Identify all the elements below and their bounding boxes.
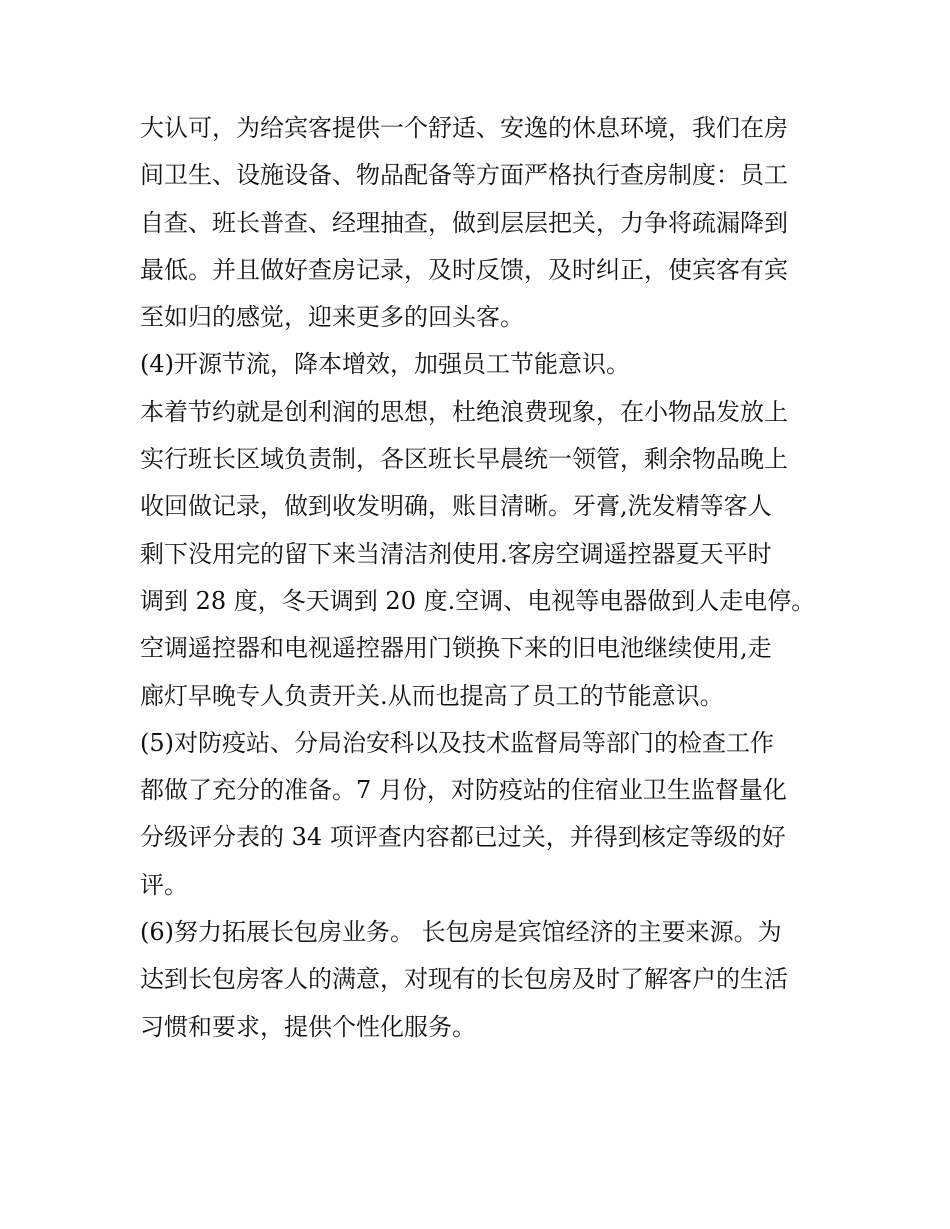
text-line: 自查、班长普查、经理抽查，做到层层把关，力争将疏漏降到 bbox=[140, 208, 788, 237]
section-heading-4: (4)开源节流，降本增效，加强员工节能意识。 bbox=[140, 350, 630, 379]
text-line: 达到长包房客人的满意，对现有的长包房及时了解客户的生活 bbox=[140, 965, 788, 994]
text-line: 习惯和要求，提供个性化服务。 bbox=[140, 1012, 476, 1041]
text-line: 最低。并且做好查房记录，及时反馈，及时纠正，使宾客有宾 bbox=[140, 255, 788, 284]
text-line: 空调遥控器和电视遥控器用门锁换下来的旧电池继续使用,走 bbox=[140, 634, 772, 663]
text-line: 间卫生、设施设备、物品配备等方面严格执行查房制度：员工 bbox=[140, 161, 788, 190]
text-line: 分级评分表的 34 项评查内容都已过关，并得到核定等级的好 bbox=[140, 823, 786, 852]
section-heading-6: (6)努力拓展长包房业务。 长包房是宾馆经济的主要来源。为 bbox=[140, 918, 782, 947]
text-line: 大认可，为给宾客提供一个舒适、安逸的休息环境，我们在房 bbox=[140, 114, 788, 142]
text-line: 廊灯早晚专人负责开关.从而也提高了员工的节能意识。 bbox=[140, 681, 724, 710]
document-body bbox=[140, 105, 820, 1051]
text-line: 本着节约就是创利润的思想，杜绝浪费现象，在小物品发放上 bbox=[140, 397, 788, 426]
text-line: 至如归的感觉，迎来更多的回头客。 bbox=[140, 303, 524, 332]
text-line: 评。 bbox=[140, 870, 188, 899]
text-line: 调到 28 度，冬天调到 20 度.空调、电视等电器做到人走电停。 bbox=[140, 586, 816, 615]
text-line: 收回做记录，做到收发明确，账目清晰。牙膏,洗发精等客人 bbox=[140, 492, 772, 521]
text-line: 都做了充分的准备。7 月份，对防疫站的住宿业卫生监督量化 bbox=[140, 776, 787, 805]
text-line: 剩下没用完的留下来当清洁剂使用.客房空调遥控器夏天平时 bbox=[140, 539, 772, 568]
section-heading-5: (5)对防疫站、分局治安科以及技术监督局等部门的检查工作 bbox=[140, 728, 774, 757]
text-line: 实行班长区域负责制，各区班长早晨统一领管，剩余物品晚上 bbox=[140, 445, 788, 474]
